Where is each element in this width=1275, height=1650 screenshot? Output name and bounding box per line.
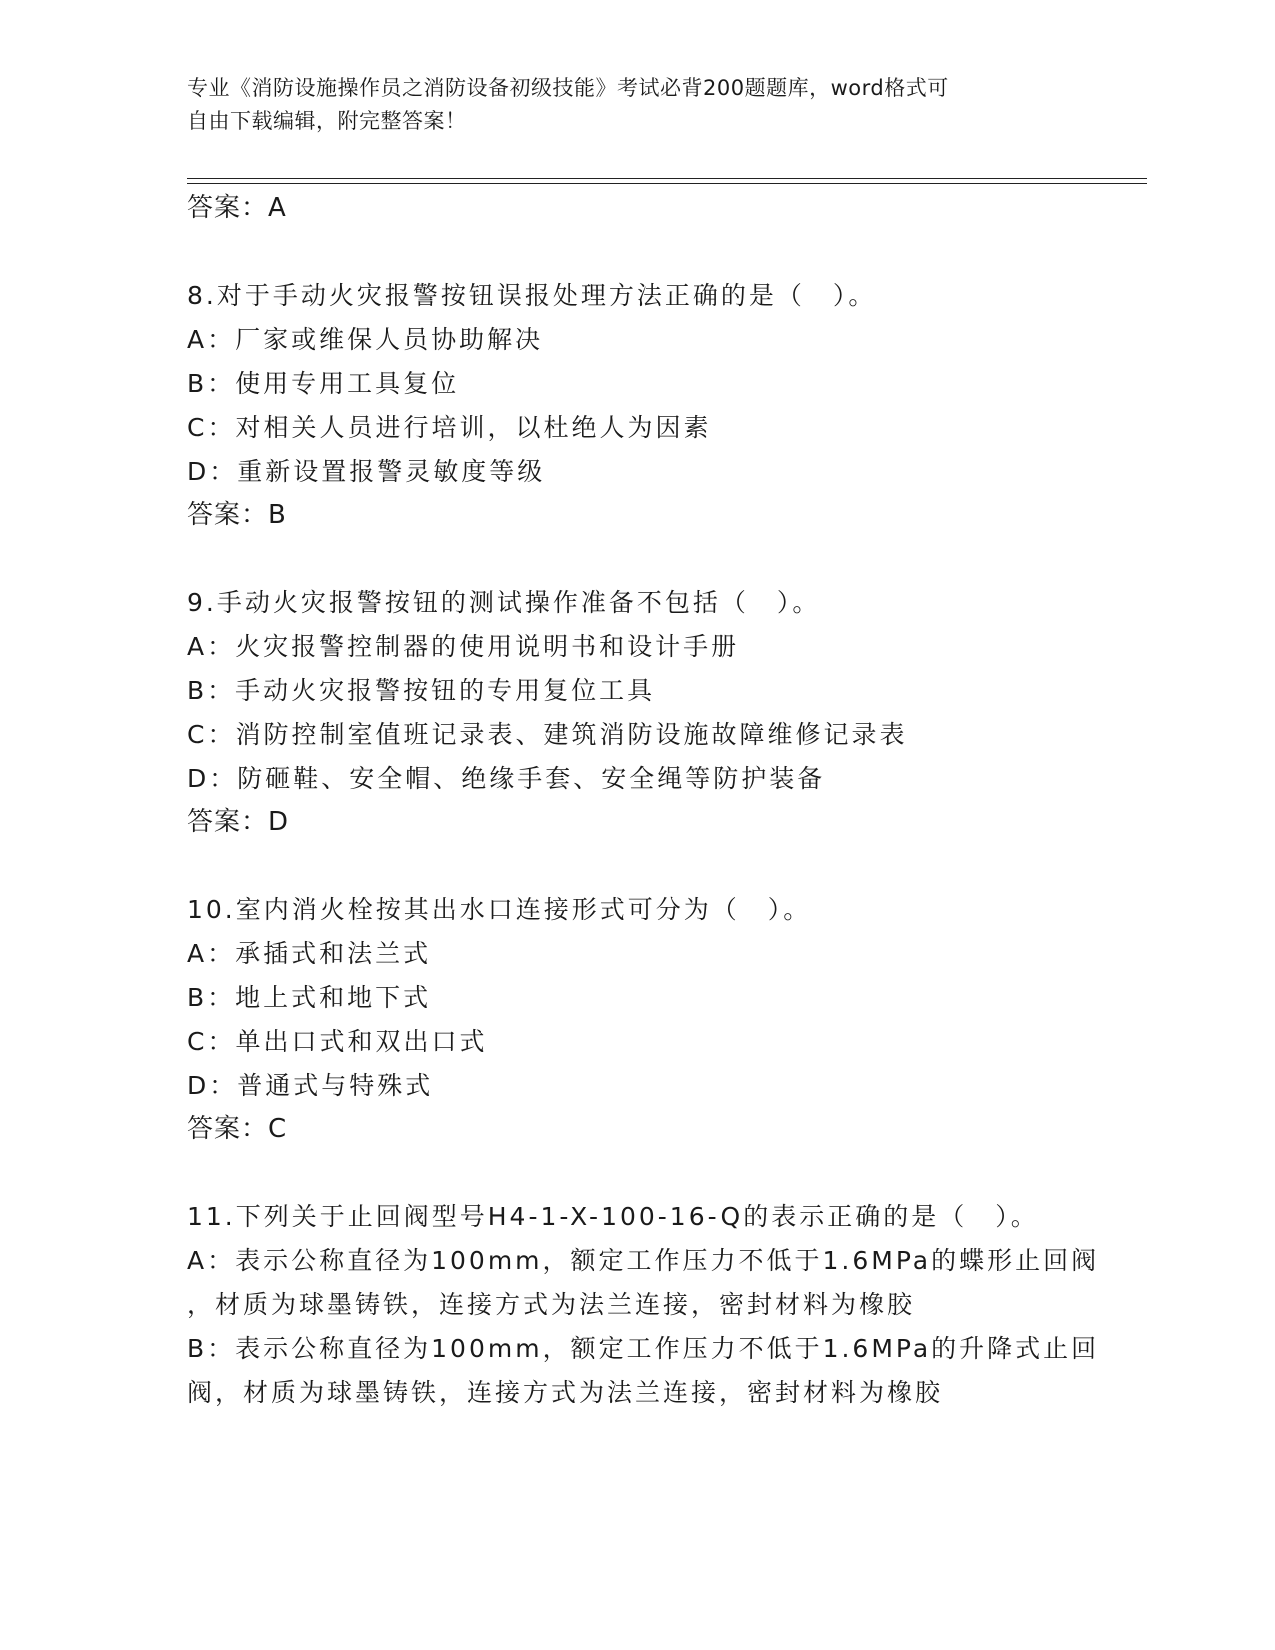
question-10-option-a: A：承插式和法兰式 — [187, 939, 432, 968]
question-11-option-b-line-1: B：表示公称直径为100mm，额定工作压力不低于1.6MPa的升降式止回 — [187, 1334, 1100, 1363]
question-8-option-a: A：厂家或维保人员协助解决 — [187, 325, 544, 354]
question-9-option-d: D：防砸鞋、安全帽、绝缘手套、安全绳等防护装备 — [187, 764, 826, 793]
header-line-1: 专业《消防设施操作员之消防设备初级技能》考试必背200题题库，word格式可 — [187, 76, 949, 100]
question-11-stem: 11.下列关于止回阀型号H4-1-X-100-16-Q的表示正确的是（ ）。 — [187, 1202, 1039, 1231]
question-8-stem: 8.对于手动火灾报警按钮误报处理方法正确的是（ ）。 — [187, 281, 877, 310]
question-9-option-b: B：手动火灾报警按钮的专用复位工具 — [187, 676, 656, 705]
question-10-option-b: B：地上式和地下式 — [187, 983, 432, 1012]
question-8-option-b: B：使用专用工具复位 — [187, 369, 460, 398]
question-11-option-a-line-1: A：表示公称直径为100mm，额定工作压力不低于1.6MPa的蝶形止回阀 — [187, 1246, 1100, 1275]
question-8-option-d: D：重新设置报警灵敏度等级 — [187, 457, 546, 486]
question-8-option-c: C：对相关人员进行培训，以杜绝人为因素 — [187, 413, 712, 442]
question-9-stem: 9.手动火灾报警按钮的测试操作准备不包括（ ）。 — [187, 588, 821, 617]
header-divider-bottom — [187, 183, 1147, 184]
question-8-answer: 答案：B — [187, 500, 287, 530]
question-9-option-a: A：火灾报警控制器的使用说明书和设计手册 — [187, 632, 740, 661]
question-10-stem: 10.室内消火栓按其出水口连接形式可分为（ ）。 — [187, 895, 812, 924]
question-10-answer: 答案：C — [187, 1114, 288, 1144]
question-9-option-c: C：消防控制室值班记录表、建筑消防设施故障维修记录表 — [187, 720, 908, 749]
question-11-option-b-line-2: 阀，材质为球墨铸铁，连接方式为法兰连接，密封材料为橡胶 — [187, 1378, 944, 1407]
question-11-option-a-line-2: ，材质为球墨铸铁，连接方式为法兰连接，密封材料为橡胶 — [187, 1290, 916, 1319]
header-divider-top — [187, 178, 1147, 179]
answer-previous: 答案：A — [187, 193, 287, 223]
document-header — [187, 72, 1067, 138]
question-10-option-d: D：普通式与特殊式 — [187, 1071, 434, 1100]
question-10-option-c: C：单出口式和双出口式 — [187, 1027, 488, 1056]
header-line-2: 自由下载编辑，附完整答案！ — [187, 109, 467, 133]
question-9-answer: 答案：D — [187, 807, 290, 837]
